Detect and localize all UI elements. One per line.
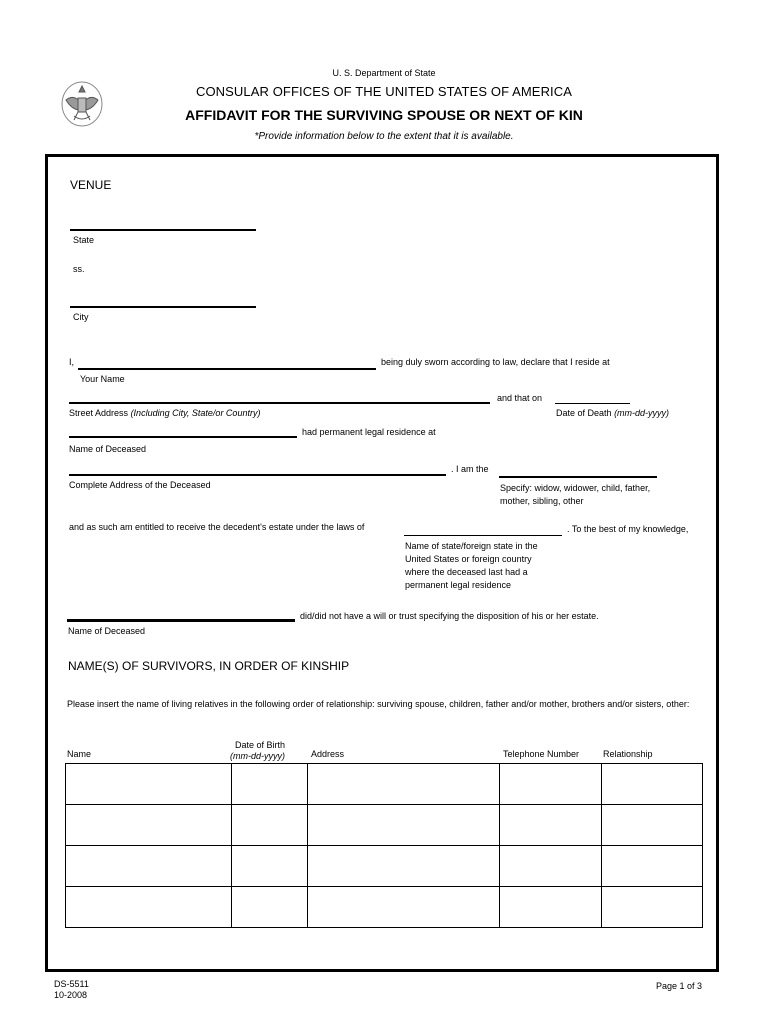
your-name-label: Your Name <box>80 374 125 384</box>
state-note-line-4: permanent legal residence <box>405 580 512 590</box>
state-law-field[interactable] <box>404 535 562 536</box>
entitled-text: and as such am entitled to receive the decedent's estate under the laws of <box>69 522 365 532</box>
consular-offices-title: CONSULAR OFFICES OF THE UNITED STATES OF AMERICA <box>195 84 573 99</box>
will-text: did/did not have a will or trust specifying the disposition of his or her estate. <box>300 611 599 621</box>
venue-heading: VENUE <box>70 178 112 192</box>
col-dob-label: Date of Birth <box>234 740 286 750</box>
specify-line-2: mother, sibling, other <box>500 496 584 506</box>
address-cell[interactable] <box>308 887 500 928</box>
best-knowledge-text: . To the best of my knowledge, <box>567 524 689 534</box>
specify-line-1: Specify: widow, widower, child, father, <box>500 483 651 493</box>
col-telephone-header: Telephone Number <box>503 749 580 759</box>
date-of-death-field[interactable] <box>555 403 630 404</box>
street-address-field[interactable] <box>69 402 490 404</box>
had-residence-text: had permanent legal residence at <box>302 427 436 437</box>
i-am-the-text: . I am the <box>451 464 489 474</box>
and-that-on-text: and that on <box>497 393 543 403</box>
table-row <box>66 805 703 846</box>
i-label: I, <box>69 357 75 367</box>
form-instruction: *Provide information below to the extent that it is available. <box>254 131 514 142</box>
telephone-cell[interactable] <box>500 887 602 928</box>
state-note-line-3: where the deceased last had a <box>405 567 528 577</box>
dob-cell[interactable] <box>232 887 308 928</box>
survivors-heading: NAME(S) OF SURVIVORS, IN ORDER OF KINSHIP <box>68 659 350 673</box>
state-note-line-2: United States or foreign country <box>405 554 532 564</box>
name-cell[interactable] <box>66 887 232 928</box>
name-of-deceased-label-2: Name of Deceased <box>68 626 146 636</box>
ss-label: ss. <box>73 264 85 274</box>
street-address-note: (Including City, State/or Country) <box>130 408 261 418</box>
dob-cell[interactable] <box>232 764 308 805</box>
street-address-label <box>69 407 260 420</box>
relationship-cell[interactable] <box>602 846 703 887</box>
page-number: Page 1 of 3 <box>656 981 703 991</box>
telephone-cell[interactable] <box>500 805 602 846</box>
name-cell[interactable] <box>66 846 232 887</box>
col-relationship-header: Relationship <box>603 749 653 759</box>
state-field[interactable] <box>70 229 256 231</box>
form-date: 10-2008 <box>54 990 88 1000</box>
survivors-table <box>65 763 703 928</box>
relationship-field[interactable] <box>499 476 657 478</box>
col-dob-header <box>230 740 290 762</box>
form-title: AFFIDAVIT FOR THE SURVIVING SPOUSE OR NEXT OF KIN <box>185 107 583 123</box>
name-cell[interactable] <box>66 805 232 846</box>
address-cell[interactable] <box>308 846 500 887</box>
address-cell[interactable] <box>308 805 500 846</box>
your-name-field[interactable] <box>78 368 376 370</box>
date-of-death-label <box>556 407 669 420</box>
relationship-cell[interactable] <box>602 887 703 928</box>
date-of-death-format: (mm-dd-yyyy) <box>614 408 670 418</box>
form-number: DS-5511 <box>54 979 89 989</box>
table-row <box>66 846 703 887</box>
city-label: City <box>73 312 89 322</box>
deceased-name-field-2[interactable] <box>67 619 295 622</box>
relationship-cell[interactable] <box>602 764 703 805</box>
name-cell[interactable] <box>66 764 232 805</box>
col-address-header: Address <box>311 749 345 759</box>
table-row <box>66 887 703 928</box>
department-name: U. S. Department of State <box>332 68 436 78</box>
deceased-address-field[interactable] <box>69 474 446 476</box>
state-note-line-1: Name of state/foreign state in the <box>405 541 538 551</box>
col-name-header: Name <box>67 749 92 759</box>
col-dob-format: (mm-dd-yyyy) <box>230 751 285 761</box>
survivors-instruction: Please insert the name of living relatives in the following order of relationship: surviving spouse, children, father and/or mother, brothers and/or sisters, other: <box>67 699 690 709</box>
city-field[interactable] <box>70 306 256 308</box>
address-cell[interactable] <box>308 764 500 805</box>
telephone-cell[interactable] <box>500 846 602 887</box>
dob-cell[interactable] <box>232 805 308 846</box>
date-of-death-label-text: Date of Death <box>556 408 612 418</box>
street-address-label-text: Street Address <box>69 408 129 418</box>
deceased-name-field[interactable] <box>69 436 297 438</box>
sworn-text: being duly sworn according to law, declare that I reside at <box>381 357 610 367</box>
dob-cell[interactable] <box>232 846 308 887</box>
state-label: State <box>73 235 95 245</box>
complete-address-label: Complete Address of the Deceased <box>69 480 211 490</box>
name-of-deceased-label: Name of Deceased <box>69 444 147 454</box>
relationship-cell[interactable] <box>602 805 703 846</box>
table-row <box>66 764 703 805</box>
telephone-cell[interactable] <box>500 764 602 805</box>
